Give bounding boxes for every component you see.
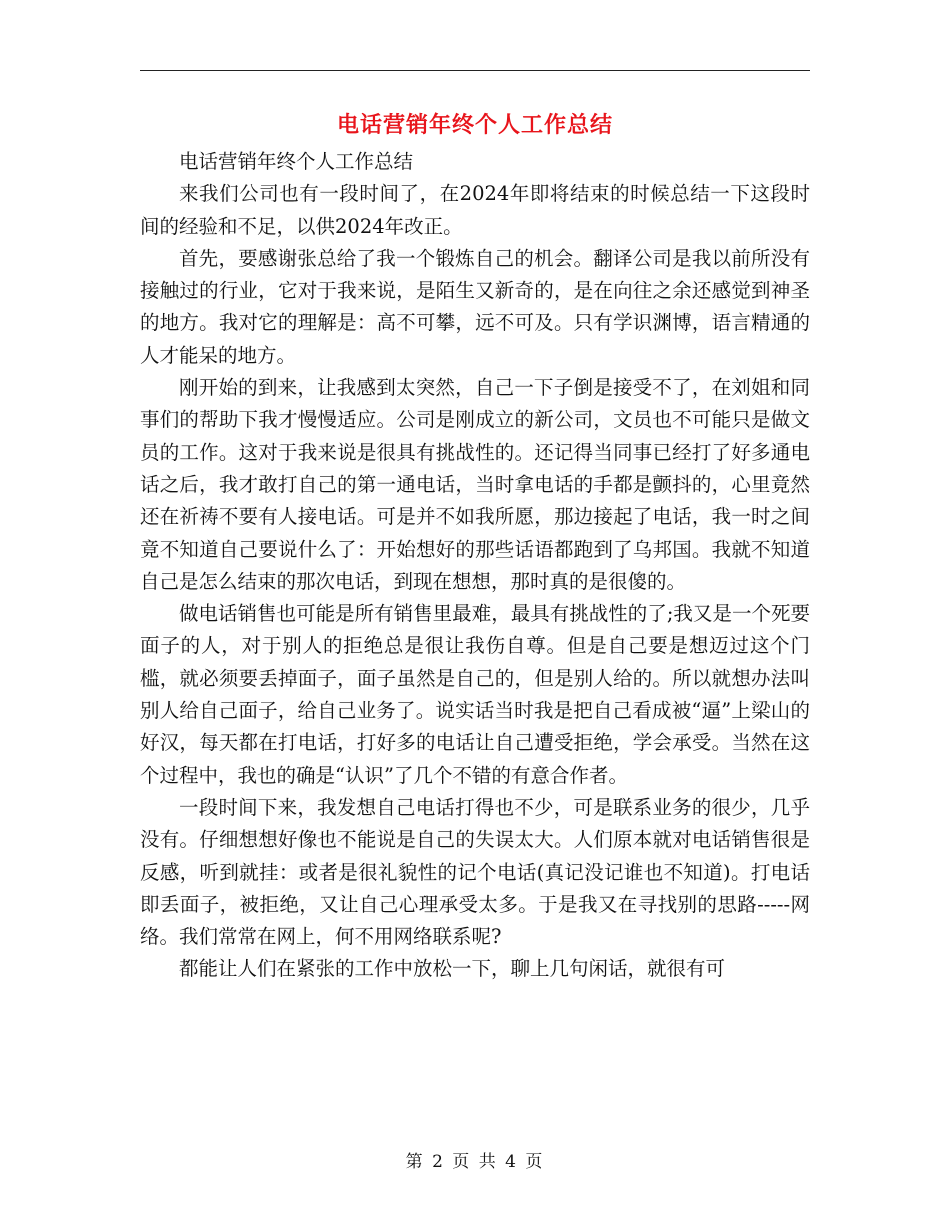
paragraph: 一段时间下来，我发想自己电话打得也不少，可是联系业务的很少，几乎没有。仔细想想好像也不能说是自己的失误太大。人们原本就对电话销售很是反感，听到就挂：或者是很礼貌性的记个电话(真记没记谁也不知道)。打电话即丢面子，被拒绝，又让自己心理承受太多。于是我又在寻找别的思路-----网络。我们常常在网上，何不用网络联系呢? bbox=[140, 795, 810, 949]
document-body bbox=[140, 146, 810, 986]
paragraph: 来我们公司也有一段时间了，在2024年即将结束的时候总结一下这段时间的经验和不足，以供2024年改正。 bbox=[140, 182, 810, 238]
paragraph: 做电话销售也可能是所有销售里最难，最具有挑战性的了;我又是一个死要面子的人，对于别人的拒绝总是很让我伤自尊。但是自己要是想迈过这个门槛，就必须要丢掉面子，面子虽然是自己的，但是别人给的。所以就想办法叫别人给自己面子，给自己业务了。说实话当时我是把自己看成被“逼”上梁山的好汉，每天都在打电话，打好多的电话让自己遭受拒绝，学会承受。当然在这个过程中，我也的确是“认识”了几个不错的有意合作者。 bbox=[140, 602, 810, 787]
header-rule bbox=[140, 70, 810, 71]
page-number-footer: 第 2 页 共 4 页 bbox=[405, 1152, 545, 1172]
paragraph: 都能让人们在紧张的工作中放松一下，聊上几句闲话，就很有可 bbox=[179, 957, 726, 981]
paragraph-subtitle: 电话营销年终个人工作总结 bbox=[179, 150, 414, 173]
document-title: 电话营销年终个人工作总结 bbox=[336, 112, 613, 138]
paragraph: 刚开始的到来，让我感到太突然，自己一下子倒是接受不了，在刘姐和同事们的帮助下我才慢慢适应。公司是刚成立的新公司，文员也不可能只是做文员的工作。这对于我来说是很具有挑战性的。还记得当同事已经打了好多通电话之后，我才敢打自己的第一通电话，当时拿电话的手都是颤抖的，心里竟然还在祈祷不要有人接电话。可是并不如我所愿，那边接起了电话，我一时之间竟不知道自己要说什么了：开始想好的那些话语都跑到了乌邦国。我就不知道自己是怎么结束的那次电话，到现在想想，那时真的是很傻的。 bbox=[140, 376, 810, 593]
paragraph: 首先，要感谢张总给了我一个锻炼自己的机会。翻译公司是我以前所没有接触过的行业，它对于我来说，是陌生又新奇的，是在向往之余还感觉到神圣的地方。我对它的理解是：高不可攀，远不可及。只有学识渊博，语言精通的人才能呆的地方。 bbox=[140, 246, 810, 367]
